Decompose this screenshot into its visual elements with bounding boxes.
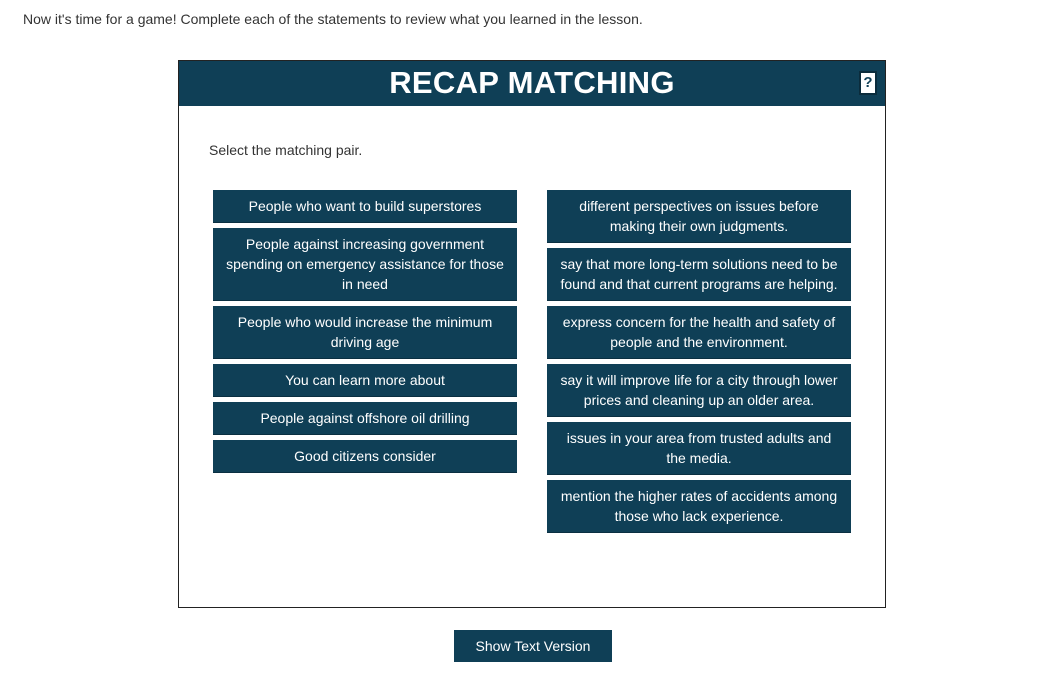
match-tile-right[interactable]: say that more long-term solutions need to be found and that current programs are helping. xyxy=(547,248,851,301)
match-tile-right[interactable]: express concern for the health and safety of people and the environment. xyxy=(547,306,851,359)
help-button[interactable]: ? xyxy=(859,71,877,95)
right-column xyxy=(547,190,851,538)
instruction-text: Select the matching pair. xyxy=(209,142,363,158)
match-tile-left[interactable]: People who would increase the minimum driving age xyxy=(213,306,517,359)
show-text-version-button[interactable]: Show Text Version xyxy=(454,630,612,662)
recap-matching-game xyxy=(178,60,886,608)
match-tile-left[interactable]: People who want to build superstores xyxy=(213,190,517,223)
match-tile-left[interactable]: People against increasing government spending on emergency assistance for those in need xyxy=(213,228,517,301)
match-tile-right[interactable]: issues in your area from trusted adults and the media. xyxy=(547,422,851,475)
match-tile-left[interactable]: People against offshore oil drilling xyxy=(213,402,517,435)
match-tile-right[interactable]: different perspectives on issues before making their own judgments. xyxy=(547,190,851,243)
game-header xyxy=(179,61,885,106)
match-tile-right[interactable]: say it will improve life for a city through lower prices and cleaning up an older area. xyxy=(547,364,851,417)
match-tile-left[interactable]: You can learn more about xyxy=(213,364,517,397)
intro-text: Now it's time for a game! Complete each of the statements to review what you learned in the lesson. xyxy=(23,11,643,27)
match-tile-left[interactable]: Good citizens consider xyxy=(213,440,517,473)
game-title: RECAP MATCHING xyxy=(389,65,675,100)
left-column xyxy=(213,190,517,478)
match-tile-right[interactable]: mention the higher rates of accidents among those who lack experience. xyxy=(547,480,851,533)
